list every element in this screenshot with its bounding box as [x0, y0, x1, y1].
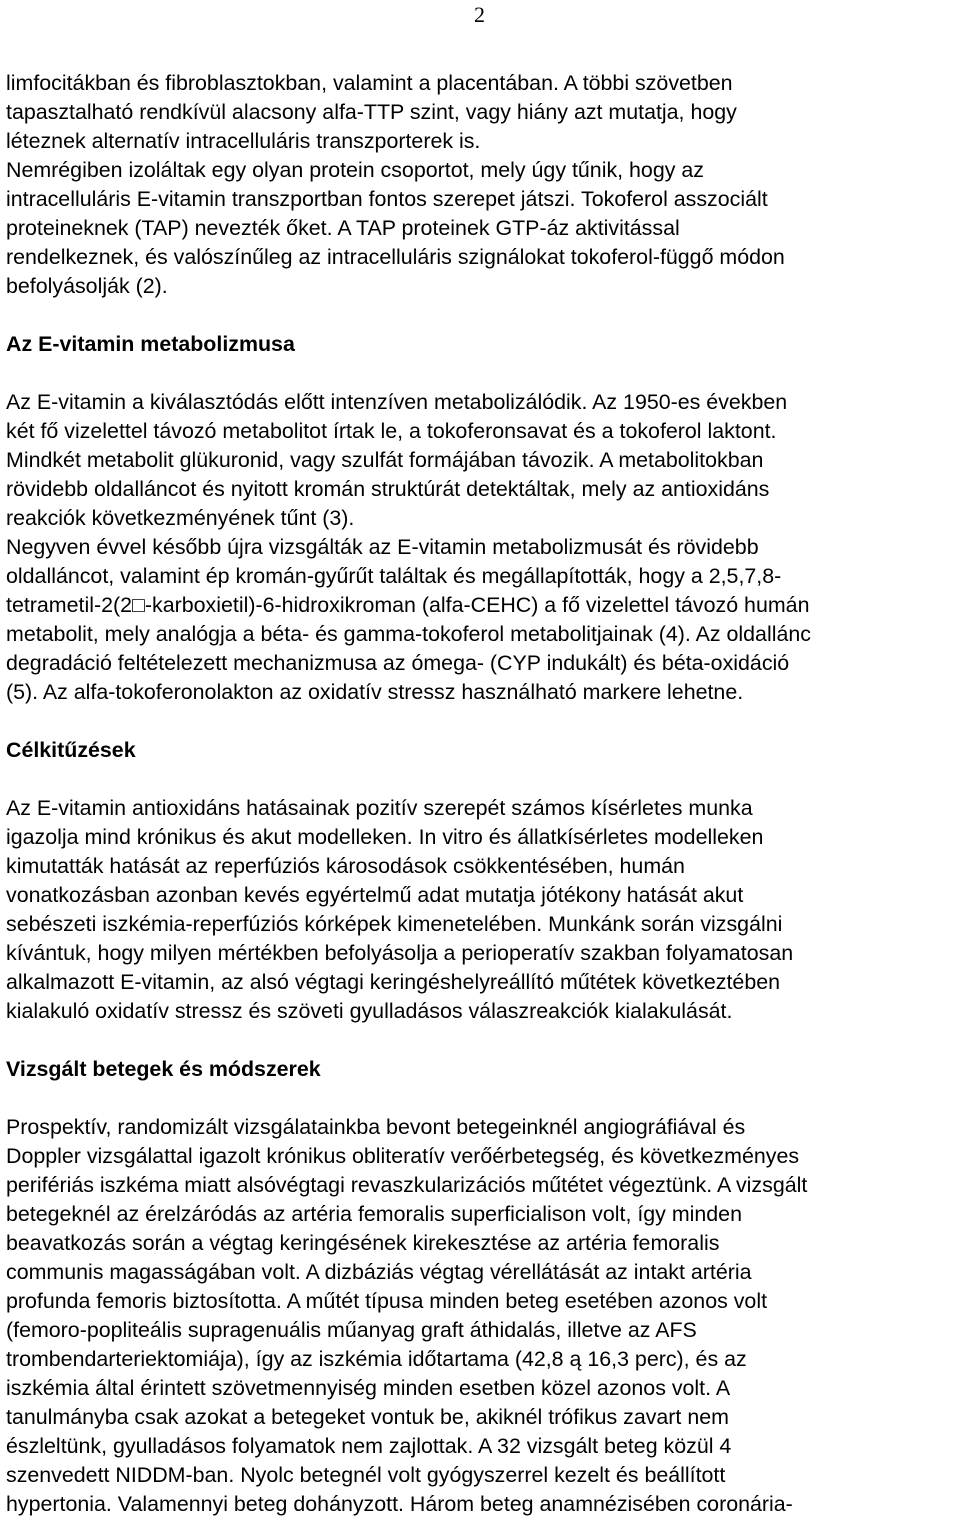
- text-line: communis magasságában volt. A dizbáziás végtag vérellátását az intakt artéria: [6, 1260, 752, 1284]
- text-line: Nemrégiben izoláltak egy olyan protein csoportot, mely úgy tűnik, hogy az: [6, 158, 704, 182]
- text-line: észleltünk, gyulladásos folyamatok nem zajlottak. A 32 vizsgált beteg közül 4: [6, 1434, 732, 1458]
- patients-paragraph: [6, 1113, 958, 1519]
- text-line: limfocitákban és fibroblasztokban, valamint a placentában. A többi szövetben: [6, 71, 733, 95]
- text-line: Az E-vitamin a kiválasztódás előtt intenzíven metabolizálódik. Az 1950-es években: [6, 390, 788, 414]
- text-line: Negyven évvel később újra vizsgálták az E-vitamin metabolizmusát és rövidebb: [6, 535, 759, 559]
- text-line: (5). Az alfa-tokoferonolakton az oxidatív stressz használható markere lehetne.: [6, 680, 744, 704]
- page-number: 2: [474, 2, 485, 27]
- text-line: metabolit, mely analógja a béta- és gamma-tokoferol metabolitjainak (4). Az oldallánc: [6, 622, 811, 646]
- text-line: Doppler vizsgálattal igazolt krónikus obliteratív verőérbetegség, és következményes: [6, 1144, 800, 1168]
- text-line: intracelluláris E-vitamin transzportban fontos szerepet játszi. Tokoferol asszociált: [6, 187, 768, 211]
- text-line: vonatkozásban azonban kevés egyértelmű adat mutatja jótékony hatását akut: [6, 883, 744, 907]
- intro-paragraph: [6, 69, 958, 301]
- text-line: léteznek alternatív intracelluláris transzporterek is.: [6, 129, 481, 153]
- text-line: sebészeti iszkémia-reperfúziós kórképek kimenetelében. Munkánk során vizsgálni: [6, 912, 783, 936]
- text-line: tanulmányba csak azokat a betegeket vontuk be, akiknél trófikus zavart nem: [6, 1405, 729, 1429]
- text-line: befolyásolják (2).: [6, 274, 168, 298]
- text-line: Mindkét metabolit glükuronid, vagy szulfát formájában távozik. A metabolitokban: [6, 448, 764, 472]
- text-line: tetrametil-2(2□-karboxietil)-6-hidroxikroman (alfa-CEHC) a fő vizelettel távozó humán: [6, 593, 810, 617]
- goals-paragraph: [6, 794, 958, 1026]
- text-line: profunda femoris biztosította. A műtét típusa minden beteg esetében azonos volt: [6, 1289, 768, 1313]
- text-line: két fő vizelettel távozó metabolitot írtak le, a tokoferonsavat és a tokoferol laktont.: [6, 419, 777, 443]
- text-line: alkalmazott E-vitamin, az alsó végtagi keringéshelyreállító műtétek következtében: [6, 970, 781, 994]
- text-line: szenvedett NIDDM-ban. Nyolc betegnél volt gyógyszerrel kezelt és beállított: [6, 1463, 726, 1487]
- text-line: tapasztalható rendkívül alacsony alfa-TTP szint, vagy hiány azt mutatja, hogy: [6, 100, 737, 124]
- text-line: kialakuló oxidatív stressz és szöveti gyulladásos válaszreakciók kialakulását.: [6, 999, 733, 1023]
- text-line: kimutatták hatását az reperfúziós károsodások csökkentésében, humán: [6, 854, 685, 878]
- text-line: perifériás iszkéma miatt alsóvégtagi revaszkularizációs műtétet végeztünk. A vizsgált: [6, 1173, 808, 1197]
- text-line: Az E-vitamin antioxidáns hatásainak pozitív szerepét számos kísérletes munka: [6, 796, 753, 820]
- text-line: Prospektív, randomizált vizsgálatainkba bevont betegeinknél angiográfiával és: [6, 1115, 746, 1139]
- text-line: igazolja mind krónikus és akut modelleken. In vitro és állatkísérletes modelleken: [6, 825, 764, 849]
- text-line: (femoro-popliteális supragenuális műanyag graft áthidalás, illetve az AFS: [6, 1318, 697, 1342]
- text-line: kívántuk, hogy milyen mértékben befolyásolja a perioperatív szakban folyamatosan: [6, 941, 794, 965]
- text-line: rövidebb oldalláncot és nyitott kromán struktúrát detektáltak, mely az antioxidáns: [6, 477, 770, 501]
- text-line: degradáció feltételezett mechanizmusa az ómega- (CYP indukált) és béta-oxidáció: [6, 651, 790, 675]
- text-line: proteineknek (TAP) nevezték őket. A TAP proteinek GTP-áz aktivitással: [6, 216, 680, 240]
- text-line: iszkémia által érintett szövetmennyiség minden esetben közel azonos volt. A: [6, 1376, 731, 1400]
- text-line: betegeknél az érelzáródás az artéria femoralis superficialison volt, így minden: [6, 1202, 742, 1226]
- text-line: trombendarteriektomiája), így az iszkémia időtartama (42,8 ą 16,3 perc), és az: [6, 1347, 747, 1371]
- section-heading-metabolism: Az E-vitamin metabolizmusa: [6, 332, 295, 356]
- text-line: rendelkeznek, és valószínűleg az intracelluláris szignálokat tokoferol-függő módon: [6, 245, 785, 269]
- document-body: [6, 69, 958, 1519]
- section-heading-goals: Célkitűzések: [6, 738, 136, 762]
- metabolism-paragraph: [6, 388, 958, 707]
- text-line: hypertonia. Valamennyi beteg dohányzott. Három beteg anamnézisében coronária-: [6, 1492, 793, 1516]
- text-line: oldalláncot, valamint ép kromán-gyűrűt találtak és megállapították, hogy a 2,5,7,8-: [6, 564, 782, 588]
- text-line: beavatkozás során a végtag keringésének kirekesztése az artéria femoralis: [6, 1231, 720, 1255]
- text-line: reakciók következményének tűnt (3).: [6, 506, 355, 530]
- section-heading-patients-methods: Vizsgált betegek és módszerek: [6, 1057, 321, 1081]
